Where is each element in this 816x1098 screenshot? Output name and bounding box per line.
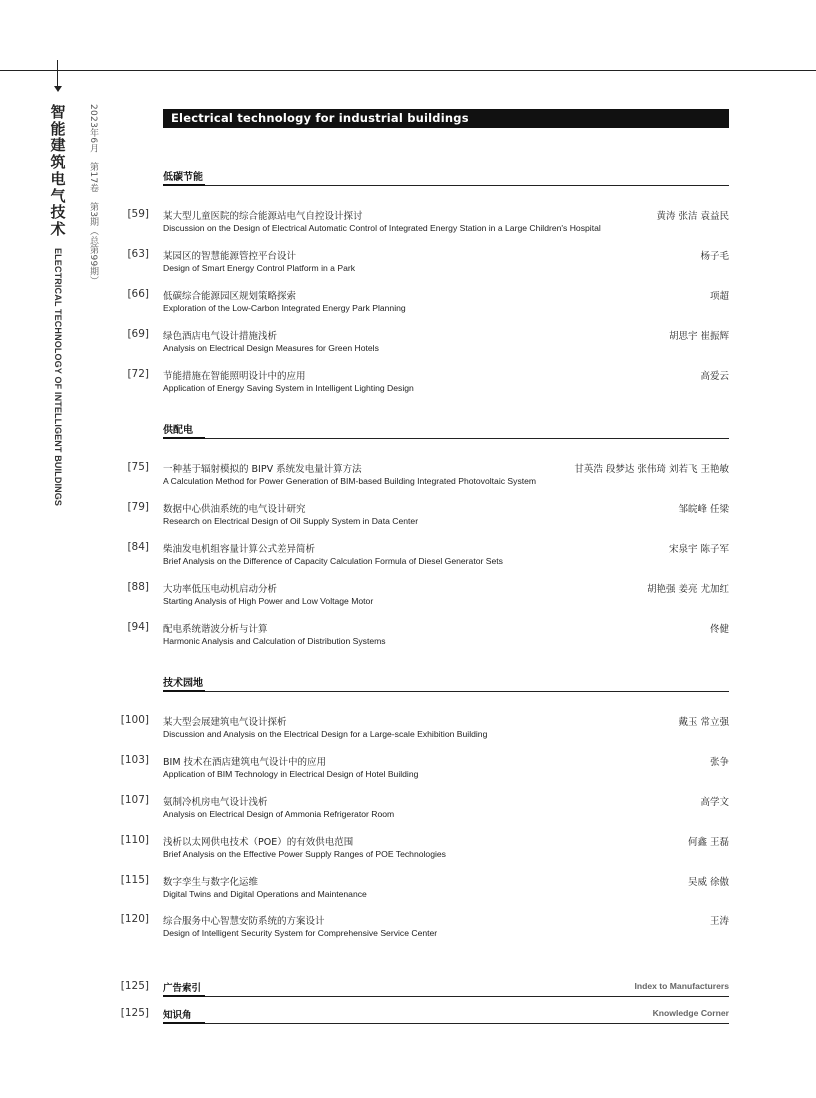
page-number: [63]	[127, 248, 149, 260]
article-title-en[interactable]: Brief Analysis on the Effective Power Supply Ranges of POE Technologies	[163, 849, 446, 859]
toc-entry[interactable]	[112, 834, 729, 864]
article-title-cn[interactable]: 配电系统谐波分析与计算	[163, 624, 268, 635]
article-title-en[interactable]: Exploration of the Low-Carbon Integrated Energy Park Planning	[163, 303, 406, 313]
article-authors: 项超	[709, 291, 729, 302]
header-rule	[0, 70, 816, 71]
banner-text: Electrical technology for industrial buildings	[171, 111, 469, 125]
toc-entry[interactable]	[112, 288, 729, 318]
toc-entry[interactable]	[112, 581, 729, 611]
article-title-cn[interactable]: 某大型会展建筑电气设计探析	[163, 717, 287, 728]
article-authors: 宋泉宇 陈子军	[668, 544, 729, 555]
article-title-cn[interactable]: 大功率低压电动机启动分析	[163, 584, 278, 595]
article-authors: 杨子毛	[700, 251, 729, 262]
page-number: [100]	[120, 714, 149, 726]
extra-label-en[interactable]: Knowledge Corner	[652, 1008, 729, 1018]
article-authors: 甘英浩 段梦达 张伟琦 刘若飞 王艳敏	[574, 464, 729, 475]
article-authors: 张争	[709, 757, 729, 768]
toc-extra-ad-index[interactable]	[112, 980, 729, 1000]
article-authors: 高学文	[700, 797, 729, 808]
toc-entry[interactable]	[112, 794, 729, 824]
toc-extra-knowledge-corner[interactable]	[112, 1007, 729, 1027]
article-title-en[interactable]: Discussion on the Design of Electrical Automatic Control of Integrated Energy Station in a Large Children's Hospital	[163, 223, 601, 233]
article-authors: 黄涛 张洁 袁益民	[656, 211, 729, 222]
page-number: [84]	[127, 541, 149, 553]
page-number: [75]	[127, 461, 149, 473]
section-rule	[163, 185, 729, 186]
article-title-en[interactable]: Design of Intelligent Security System for Comprehensive Service Center	[163, 928, 438, 938]
article-authors: 戴玉 常立强	[678, 717, 729, 728]
page-number: [69]	[127, 328, 149, 340]
toc-entry[interactable]	[112, 461, 729, 491]
article-title-en[interactable]: Application of BIM Technology in Electrical Design of Hotel Building	[163, 769, 419, 779]
article-authors: 何鑫 王磊	[687, 837, 729, 848]
section-title: 供配电	[163, 425, 193, 436]
page-number: [94]	[127, 621, 149, 633]
page-number: [103]	[120, 754, 149, 766]
page-number: [66]	[127, 288, 149, 300]
journal-name-en: ELECTRICAL TECHNOLOGY OF INTELLIGENT BUILDINGS	[53, 248, 63, 507]
extra-label-cn[interactable]: 知识角	[163, 1010, 192, 1021]
article-title-en[interactable]: Application of Energy Saving System in Intelligent Lighting Design	[163, 383, 414, 393]
toc-entry[interactable]	[112, 913, 729, 943]
section-rule	[163, 438, 729, 439]
toc-entry[interactable]	[112, 248, 729, 278]
article-authors: 佟健	[709, 624, 729, 635]
article-title-en[interactable]: Starting Analysis of High Power and Low Voltage Motor	[163, 596, 374, 606]
page-number: [59]	[127, 208, 149, 220]
page-number: [120]	[120, 913, 149, 925]
article-authors: 高爱云	[700, 371, 729, 382]
article-title-en[interactable]: Harmonic Analysis and Calculation of Distribution Systems	[163, 636, 386, 646]
toc-entry[interactable]	[112, 621, 729, 651]
article-title-cn[interactable]: 浅析以太网供电技术（POE）的有效供电范围	[163, 837, 354, 848]
article-title-cn[interactable]: 低碳综合能源园区规划策略探索	[163, 291, 297, 302]
article-title-en[interactable]: Design of Smart Energy Control Platform in a Park	[163, 263, 356, 273]
journal-name-cn: 智能建筑电气技术	[50, 103, 66, 238]
article-authors: 王涛	[709, 916, 729, 927]
article-authors: 邹皖峰 任梁	[678, 504, 729, 515]
article-title-cn[interactable]: BIM 技术在酒店建筑电气设计中的应用	[163, 757, 327, 768]
article-authors: 吴威 徐傲	[687, 877, 729, 888]
page-number: [125]	[120, 1007, 149, 1019]
article-title-en[interactable]: Research on Electrical Design of Oil Supply System in Data Center	[163, 516, 419, 526]
page-number: [110]	[120, 834, 149, 846]
article-title-cn[interactable]: 某大型儿童医院的综合能源站电气自控设计探讨	[163, 211, 363, 222]
page-number: [88]	[127, 581, 149, 593]
section-title: 技术园地	[163, 678, 203, 689]
toc-entry[interactable]	[112, 754, 729, 784]
article-title-en[interactable]: Brief Analysis on the Difference of Capacity Calculation Formula of Diesel Generator Sets	[163, 556, 503, 566]
article-title-cn[interactable]: 综合服务中心智慧安防系统的方案设计	[163, 916, 325, 927]
toc-entry[interactable]	[112, 501, 729, 531]
toc-entry[interactable]	[112, 208, 729, 238]
toc-entry[interactable]	[112, 368, 729, 398]
arrow-head-icon	[54, 86, 62, 92]
arrow-down-icon	[57, 60, 58, 87]
page-number: [115]	[120, 874, 149, 886]
article-title-en[interactable]: Discussion and Analysis on the Electrical Design for a Large-scale Exhibition Building	[163, 729, 488, 739]
article-title-cn[interactable]: 数字孪生与数字化运维	[163, 877, 259, 888]
article-title-cn[interactable]: 柴油发电机组容量计算公式差异简析	[163, 544, 316, 555]
extra-rule	[163, 1023, 729, 1024]
article-title-en[interactable]: A Calculation Method for Power Generation of BIM-based Building Integrated Photovoltaic System	[163, 476, 537, 486]
category-banner	[163, 109, 729, 128]
article-title-cn[interactable]: 氨制冷机房电气设计浅析	[163, 797, 268, 808]
extra-label-cn[interactable]: 广告索引	[163, 983, 202, 994]
page-number: [107]	[120, 794, 149, 806]
article-title-cn[interactable]: 节能措施在智能照明设计中的应用	[163, 371, 306, 382]
toc-entry[interactable]	[112, 714, 729, 744]
extra-label-en[interactable]: Index to Manufacturers	[634, 981, 729, 991]
article-authors: 胡思宇 崔振辉	[668, 331, 729, 342]
article-title-cn[interactable]: 一种基于辐射模拟的 BIPV 系统发电量计算方法	[163, 464, 362, 475]
article-title-cn[interactable]: 绿色酒店电气设计措施浅析	[163, 331, 278, 342]
section-rule	[163, 691, 729, 692]
issue-info: 2023年6月 第17卷 第3期（总第99期）	[88, 104, 98, 286]
page-number: [72]	[127, 368, 149, 380]
article-authors: 胡艳强 姜亮 尤加红	[646, 584, 729, 595]
page-number: [79]	[127, 501, 149, 513]
toc-entry[interactable]	[112, 328, 729, 358]
article-title-en[interactable]: Analysis on Electrical Design Measures for Green Hotels	[163, 343, 379, 353]
article-title-cn[interactable]: 数据中心供油系统的电气设计研究	[163, 504, 306, 515]
extra-rule	[163, 996, 729, 997]
section-title: 低碳节能	[163, 172, 203, 183]
page-number: [125]	[120, 980, 149, 992]
article-title-en[interactable]: Analysis on Electrical Design of Ammonia Refrigerator Room	[163, 809, 395, 819]
article-title-en[interactable]: Digital Twins and Digital Operations and Maintenance	[163, 889, 367, 899]
toc-entry[interactable]	[112, 541, 729, 571]
toc-entry[interactable]	[112, 874, 729, 904]
article-title-cn[interactable]: 某园区的智慧能源管控平台设计	[163, 251, 297, 262]
